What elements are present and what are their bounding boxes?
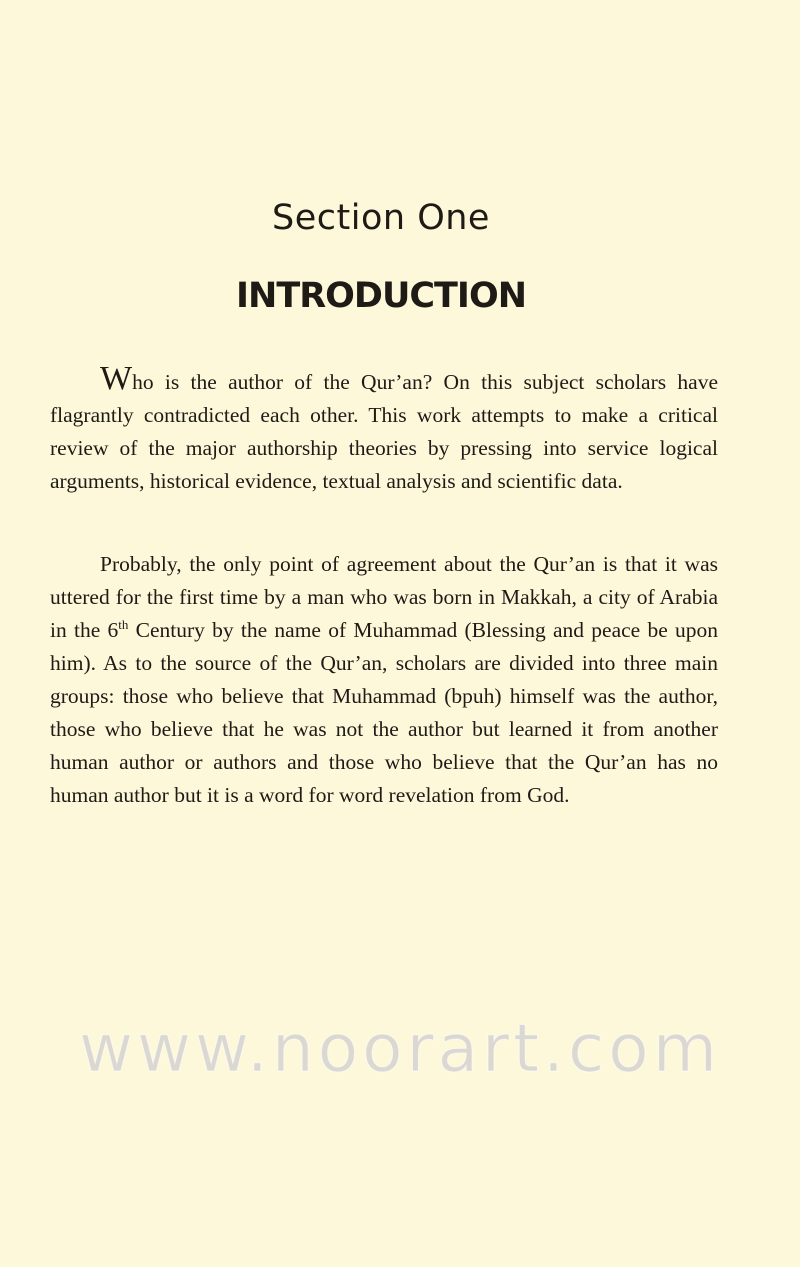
paragraph-1-text: ho is the author of the Qur’an? On this subject scholars have flagrantly contradicted each other. This work attempts to make a critical review of the major authorship theories by pressing into service logical arguments, historical evidence, textual analysis and scientific data.: [50, 370, 718, 493]
watermark: www.noorart.com: [79, 1010, 721, 1087]
paragraph-1: [50, 360, 718, 498]
paragraph-2-text-b: Century by the name of Muhammad (Blessing and peace be upon him). As to the source of the Qur’an, scholars are divided into three main groups: those who believe that Muhammad (bpuh) himself was the author, those who believe that he was not the author but learned it from another human author or authors and those who believe that the Qur’an has no human author but it is a word for word revelation from God.: [50, 618, 718, 807]
drop-cap: W: [100, 360, 133, 397]
paragraph-2-text-a: Probably, the only point of agreement about the Qur’an is that it was uttered for the first time by a man who was born in Makkah, a city of Arabia in the 6: [50, 552, 718, 642]
ordinal-suffix: th: [118, 616, 129, 632]
paragraph-2: [50, 548, 718, 812]
section-title: Section One: [272, 198, 490, 238]
chapter-title: INTRODUCTION: [236, 276, 526, 316]
